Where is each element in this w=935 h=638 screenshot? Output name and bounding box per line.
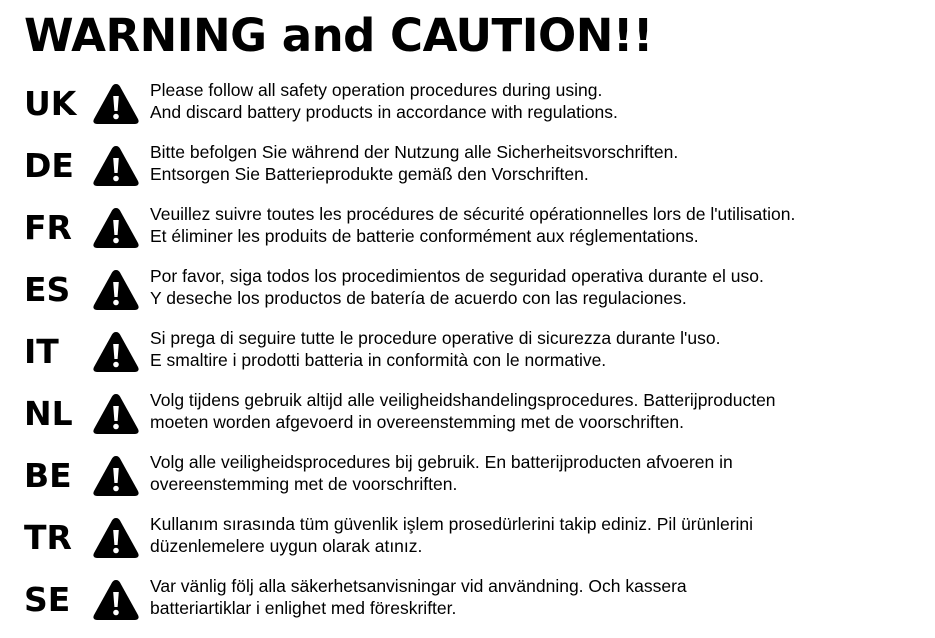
warning-message xyxy=(150,204,930,247)
message-line: And discard battery products in accordance with regulations. xyxy=(150,101,618,122)
warning-message xyxy=(150,390,930,433)
warning-message xyxy=(150,452,930,495)
language-code: ES xyxy=(24,270,71,309)
language-code: NL xyxy=(24,394,73,433)
language-code: UK xyxy=(24,84,77,123)
message-line: Y deseche los productos de batería de acuerdo con las regulaciones. xyxy=(150,287,687,308)
language-code: TR xyxy=(24,518,72,557)
page-title: WARNING and CAUTION!! xyxy=(24,9,653,62)
warning-list xyxy=(0,78,935,636)
warning-triangle-icon xyxy=(92,330,140,374)
warning-triangle-icon xyxy=(92,206,140,250)
warning-row xyxy=(0,78,935,140)
warning-triangle-icon xyxy=(92,268,140,312)
message-line: moeten worden afgevoerd in overeenstemming met de voorschriften. xyxy=(150,411,685,432)
message-line: Please follow all safety operation procedures during using. xyxy=(150,80,603,100)
warning-triangle-icon xyxy=(92,454,140,498)
language-code: SE xyxy=(24,580,71,619)
warning-row xyxy=(0,326,935,388)
warning-triangle-icon xyxy=(92,516,140,560)
language-code: DE xyxy=(24,146,74,185)
warning-row xyxy=(0,574,935,636)
warning-row xyxy=(0,450,935,512)
warning-row xyxy=(0,202,935,264)
warning-row xyxy=(0,264,935,326)
warning-message xyxy=(150,80,930,123)
message-line: düzenlemelere uygun olarak atınız. xyxy=(150,535,423,556)
message-line: Bitte befolgen Sie während der Nutzung alle Sicherheitsvorschriften. xyxy=(150,142,679,162)
message-line: Et éliminer les produits de batterie conformément aux réglementations. xyxy=(150,225,699,246)
warning-message xyxy=(150,142,930,185)
message-line: Veuillez suivre toutes les procédures de sécurité opérationnelles lors de l'utilisation. xyxy=(150,204,796,224)
message-line: Volg tijdens gebruik altijd alle veiligheidshandelingsprocedures. Batterijproducten xyxy=(150,390,776,410)
warning-row xyxy=(0,140,935,202)
warning-row xyxy=(0,512,935,574)
language-code: BE xyxy=(24,456,72,495)
message-line: Volg alle veiligheidsprocedures bij gebruik. En batterijproducten afvoeren in xyxy=(150,452,733,472)
message-line: Kullanım sırasında tüm güvenlik işlem prosedürlerini takip ediniz. Pil ürünlerini xyxy=(150,514,754,534)
message-line: batteriartiklar i enlighet med föreskrifter. xyxy=(150,597,457,618)
message-line: Si prega di seguire tutte le procedure operative di sicurezza durante l'uso. xyxy=(150,328,721,348)
message-line: Var vänlig följ alla säkerhetsanvisningar vid användning. Och kassera xyxy=(150,576,687,596)
warning-triangle-icon xyxy=(92,82,140,126)
warning-triangle-icon xyxy=(92,144,140,188)
message-line: overeenstemming met de voorschriften. xyxy=(150,473,458,494)
message-line: Entsorgen Sie Batterieprodukte gemäß den Vorschriften. xyxy=(150,163,589,184)
warning-triangle-icon xyxy=(92,578,140,622)
language-code: FR xyxy=(24,208,72,247)
message-line: Por favor, siga todos los procedimientos de seguridad operativa durante el uso. xyxy=(150,266,764,286)
warning-message xyxy=(150,576,930,619)
language-code: IT xyxy=(24,332,59,371)
warning-message xyxy=(150,514,930,557)
message-line: E smaltire i prodotti batteria in conformità con le normative. xyxy=(150,349,607,370)
warning-message xyxy=(150,328,930,371)
warning-row xyxy=(0,388,935,450)
warning-triangle-icon xyxy=(92,392,140,436)
warning-message xyxy=(150,266,930,309)
